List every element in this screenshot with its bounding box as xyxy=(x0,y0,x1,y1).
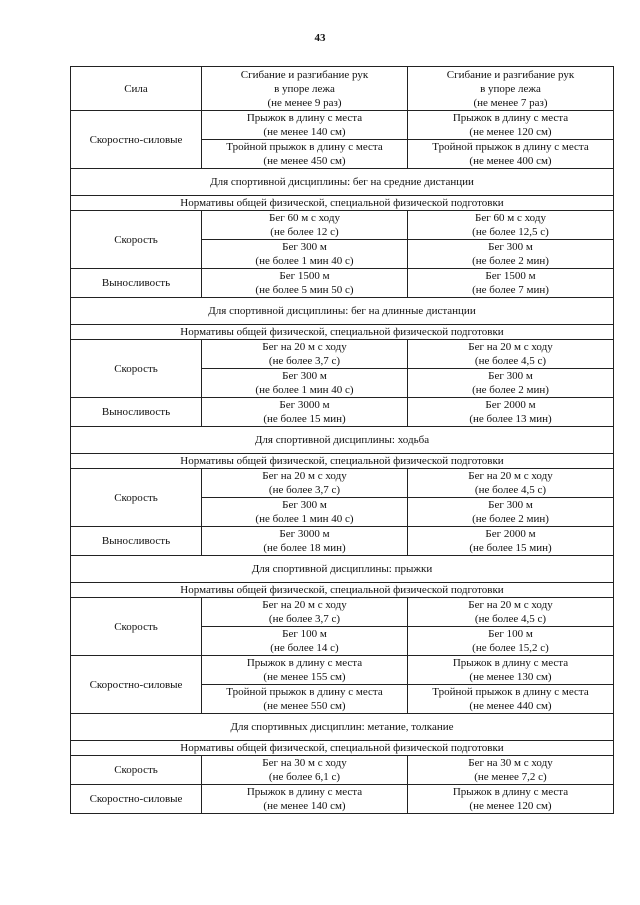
table-row xyxy=(71,714,614,741)
quality-cell-text: Скорость xyxy=(114,764,158,776)
quality-cell-text: Выносливость xyxy=(101,277,171,289)
discipline-heading-text: Для спортивной дисциплины: бег на длинные дистанции xyxy=(208,305,476,317)
norms-subheading xyxy=(71,325,614,340)
standard-cell-col3-text: Бег 300 м (не более 2 мин) xyxy=(472,499,549,525)
standard-cell-col2 xyxy=(202,398,408,427)
quality-cell xyxy=(71,598,202,656)
standard-cell-col2-text: Бег 300 м (не более 1 мин 40 с) xyxy=(255,241,354,267)
norms-subheading-text: Нормативы общей физической, специальной физической подготовки xyxy=(180,197,504,209)
standard-cell-col2-text: Бег на 20 м с ходу (не более 3,7 с) xyxy=(262,341,347,367)
quality-cell xyxy=(71,398,202,427)
standard-cell-col3 xyxy=(408,67,614,111)
table-row xyxy=(71,583,614,598)
standard-cell-col2-text: Прыжок в длину с места (не менее 155 см) xyxy=(246,657,363,683)
standard-cell-col2-text: Сгибание и разгибание рук в упоре лежа (не менее 9 раз) xyxy=(240,68,369,109)
discipline-heading-text: Для спортивной дисциплины: бег на средние дистанции xyxy=(210,176,474,188)
table-row xyxy=(71,598,614,627)
standard-cell-col3 xyxy=(408,627,614,656)
norms-subheading xyxy=(71,741,614,756)
norms-subheading-text: Нормативы общей физической, специальной физической подготовки xyxy=(180,326,504,338)
standard-cell-col3 xyxy=(408,469,614,498)
standard-cell-col3-text: Бег 2000 м (не более 13 мин) xyxy=(469,399,552,425)
standard-cell-col2 xyxy=(202,140,408,169)
standard-cell-col2 xyxy=(202,498,408,527)
standard-cell-col3 xyxy=(408,685,614,714)
discipline-heading xyxy=(71,556,614,583)
standard-cell-col3-text: Бег 300 м (не более 2 мин) xyxy=(472,370,549,396)
standard-cell-col3 xyxy=(408,369,614,398)
standard-cell-col2 xyxy=(202,240,408,269)
norms-subheading xyxy=(71,454,614,469)
standard-cell-col2 xyxy=(202,67,408,111)
standard-cell-col3 xyxy=(408,527,614,556)
discipline-heading xyxy=(71,427,614,454)
standards-table xyxy=(70,66,614,814)
standard-cell-col3-text: Бег 60 м с ходу (не более 12,5 с) xyxy=(472,212,549,238)
quality-cell-text: Сила xyxy=(124,82,148,95)
table-row xyxy=(71,298,614,325)
standard-cell-col2-text: Бег 3000 м (не более 18 мин) xyxy=(263,528,346,554)
standard-cell-col3-text: Сгибание и разгибание рук в упоре лежа (не менее 7 раз) xyxy=(446,68,575,109)
norms-subheading-text: Нормативы общей физической, специальной физической подготовки xyxy=(180,742,504,754)
standard-cell-col3 xyxy=(408,398,614,427)
standard-cell-col2-text: Прыжок в длину с места (не менее 140 см) xyxy=(246,786,363,812)
standard-cell-col2 xyxy=(202,685,408,714)
standard-cell-col2-text: Бег 1500 м (не более 5 мин 50 с) xyxy=(255,270,354,296)
table-row xyxy=(71,756,614,785)
table-row xyxy=(71,211,614,240)
standard-cell-col3 xyxy=(408,240,614,269)
standard-cell-col2 xyxy=(202,527,408,556)
standard-cell-col3-text: Прыжок в длину с места (не менее 120 см) xyxy=(452,112,569,138)
discipline-heading xyxy=(71,714,614,741)
standard-cell-col3 xyxy=(408,756,614,785)
standard-cell-col2-text: Бег 300 м (не более 1 мин 40 с) xyxy=(255,499,354,525)
standard-cell-col2 xyxy=(202,627,408,656)
standard-cell-col2 xyxy=(202,598,408,627)
quality-cell-text: Скорость xyxy=(114,362,158,375)
standard-cell-col2-text: Бег 3000 м (не более 15 мин) xyxy=(263,399,346,425)
table-row xyxy=(71,527,614,556)
discipline-heading-text: Для спортивных дисциплин: метание, толкание xyxy=(230,721,454,733)
standard-cell-col3-text: Тройной прыжок в длину с места (не менее 440 см) xyxy=(432,686,589,712)
standard-cell-col2-text: Тройной прыжок в длину с места (не менее 450 см) xyxy=(226,141,383,167)
standard-cell-col3-text: Бег на 20 м с ходу (не более 4,5 с) xyxy=(468,599,553,625)
standard-cell-col3-text: Тройной прыжок в длину с места (не менее 400 см) xyxy=(432,141,589,167)
table-row xyxy=(71,196,614,211)
quality-cell-text: Скорость xyxy=(114,620,158,633)
table-row xyxy=(71,169,614,196)
standard-cell-col3-text: Бег 300 м (не более 2 мин) xyxy=(472,241,549,267)
standard-cell-col3-text: Прыжок в длину с места (не менее 130 см) xyxy=(452,657,569,683)
standard-cell-col3 xyxy=(408,269,614,298)
table-row xyxy=(71,556,614,583)
discipline-heading-text: Для спортивной дисциплины: ходьба xyxy=(254,434,430,446)
quality-cell xyxy=(71,269,202,298)
quality-cell xyxy=(71,340,202,398)
standard-cell-col3 xyxy=(408,340,614,369)
quality-cell-text: Скорость xyxy=(114,491,158,504)
standard-cell-col3-text: Бег 2000 м (не более 15 мин) xyxy=(469,528,552,554)
table-row xyxy=(71,398,614,427)
standard-cell-col3-text: Бег на 30 м с ходу (не менее 7,2 с) xyxy=(468,757,553,783)
standard-cell-col3 xyxy=(408,498,614,527)
table-row xyxy=(71,427,614,454)
standard-cell-col3 xyxy=(408,211,614,240)
quality-cell xyxy=(71,656,202,714)
standard-cell-col2 xyxy=(202,211,408,240)
standard-cell-col2-text: Тройной прыжок в длину с места (не менее 550 см) xyxy=(226,686,383,712)
quality-cell-text: Скоростно-силовые xyxy=(89,133,183,146)
standard-cell-col3-text: Бег 100 м (не более 15,2 с) xyxy=(472,628,549,654)
table-row xyxy=(71,269,614,298)
discipline-heading-text: Для спортивной дисциплины: прыжки xyxy=(251,563,433,575)
standard-cell-col2-text: Бег на 30 м с ходу (не более 6,1 с) xyxy=(262,757,347,783)
table-row xyxy=(71,454,614,469)
table-row xyxy=(71,656,614,685)
table-row xyxy=(71,340,614,369)
norms-subheading xyxy=(71,196,614,211)
quality-cell xyxy=(71,785,202,814)
standard-cell-col2-text: Бег 60 м с ходу (не более 12 с) xyxy=(269,212,340,238)
discipline-heading xyxy=(71,169,614,196)
discipline-heading xyxy=(71,298,614,325)
standard-cell-col2 xyxy=(202,340,408,369)
quality-cell-text: Скоростно-силовые xyxy=(89,678,183,691)
quality-cell xyxy=(71,67,202,111)
table-row xyxy=(71,67,614,111)
table-row xyxy=(71,785,614,814)
standard-cell-col2-text: Бег на 20 м с ходу (не более 3,7 с) xyxy=(262,470,347,496)
standard-cell-col2 xyxy=(202,656,408,685)
standard-cell-col2 xyxy=(202,785,408,814)
standard-cell-col3 xyxy=(408,785,614,814)
standard-cell-col2-text: Бег 100 м (не более 14 с) xyxy=(270,628,339,654)
standards-table-body xyxy=(71,67,614,814)
table-row xyxy=(71,111,614,140)
standard-cell-col3-text: Бег на 20 м с ходу (не более 4,5 с) xyxy=(468,470,553,496)
standard-cell-col2-text: Прыжок в длину с места (не менее 140 см) xyxy=(246,112,363,138)
standard-cell-col3 xyxy=(408,656,614,685)
table-row xyxy=(71,469,614,498)
quality-cell xyxy=(71,211,202,269)
norms-subheading-text: Нормативы общей физической, специальной физической подготовки xyxy=(180,455,504,467)
quality-cell xyxy=(71,527,202,556)
standard-cell-col2 xyxy=(202,469,408,498)
norms-subheading-text: Нормативы общей физической, специальной физической подготовки xyxy=(180,584,504,596)
table-row xyxy=(71,325,614,340)
standard-cell-col3-text: Прыжок в длину с места (не менее 120 см) xyxy=(452,786,569,812)
standard-cell-col2-text: Бег 300 м (не более 1 мин 40 с) xyxy=(255,370,354,396)
quality-cell-text: Скорость xyxy=(114,233,158,246)
quality-cell-text: Выносливость xyxy=(101,535,171,547)
standard-cell-col2 xyxy=(202,756,408,785)
standard-cell-col2-text: Бег на 20 м с ходу (не более 3,7 с) xyxy=(262,599,347,625)
table-row xyxy=(71,741,614,756)
quality-cell xyxy=(71,756,202,785)
standard-cell-col3-text: Бег 1500 м (не более 7 мин) xyxy=(472,270,549,296)
quality-cell-text: Выносливость xyxy=(101,406,171,418)
standard-cell-col3 xyxy=(408,111,614,140)
quality-cell-text: Скоростно-силовые xyxy=(89,793,183,805)
page-number: 43 xyxy=(314,32,326,44)
standard-cell-col3 xyxy=(408,140,614,169)
quality-cell xyxy=(71,469,202,527)
norms-subheading xyxy=(71,583,614,598)
standard-cell-col3-text: Бег на 20 м с ходу (не более 4,5 с) xyxy=(468,341,553,367)
standard-cell-col2 xyxy=(202,111,408,140)
standard-cell-col2 xyxy=(202,369,408,398)
quality-cell xyxy=(71,111,202,169)
standard-cell-col2 xyxy=(202,269,408,298)
standard-cell-col3 xyxy=(408,598,614,627)
